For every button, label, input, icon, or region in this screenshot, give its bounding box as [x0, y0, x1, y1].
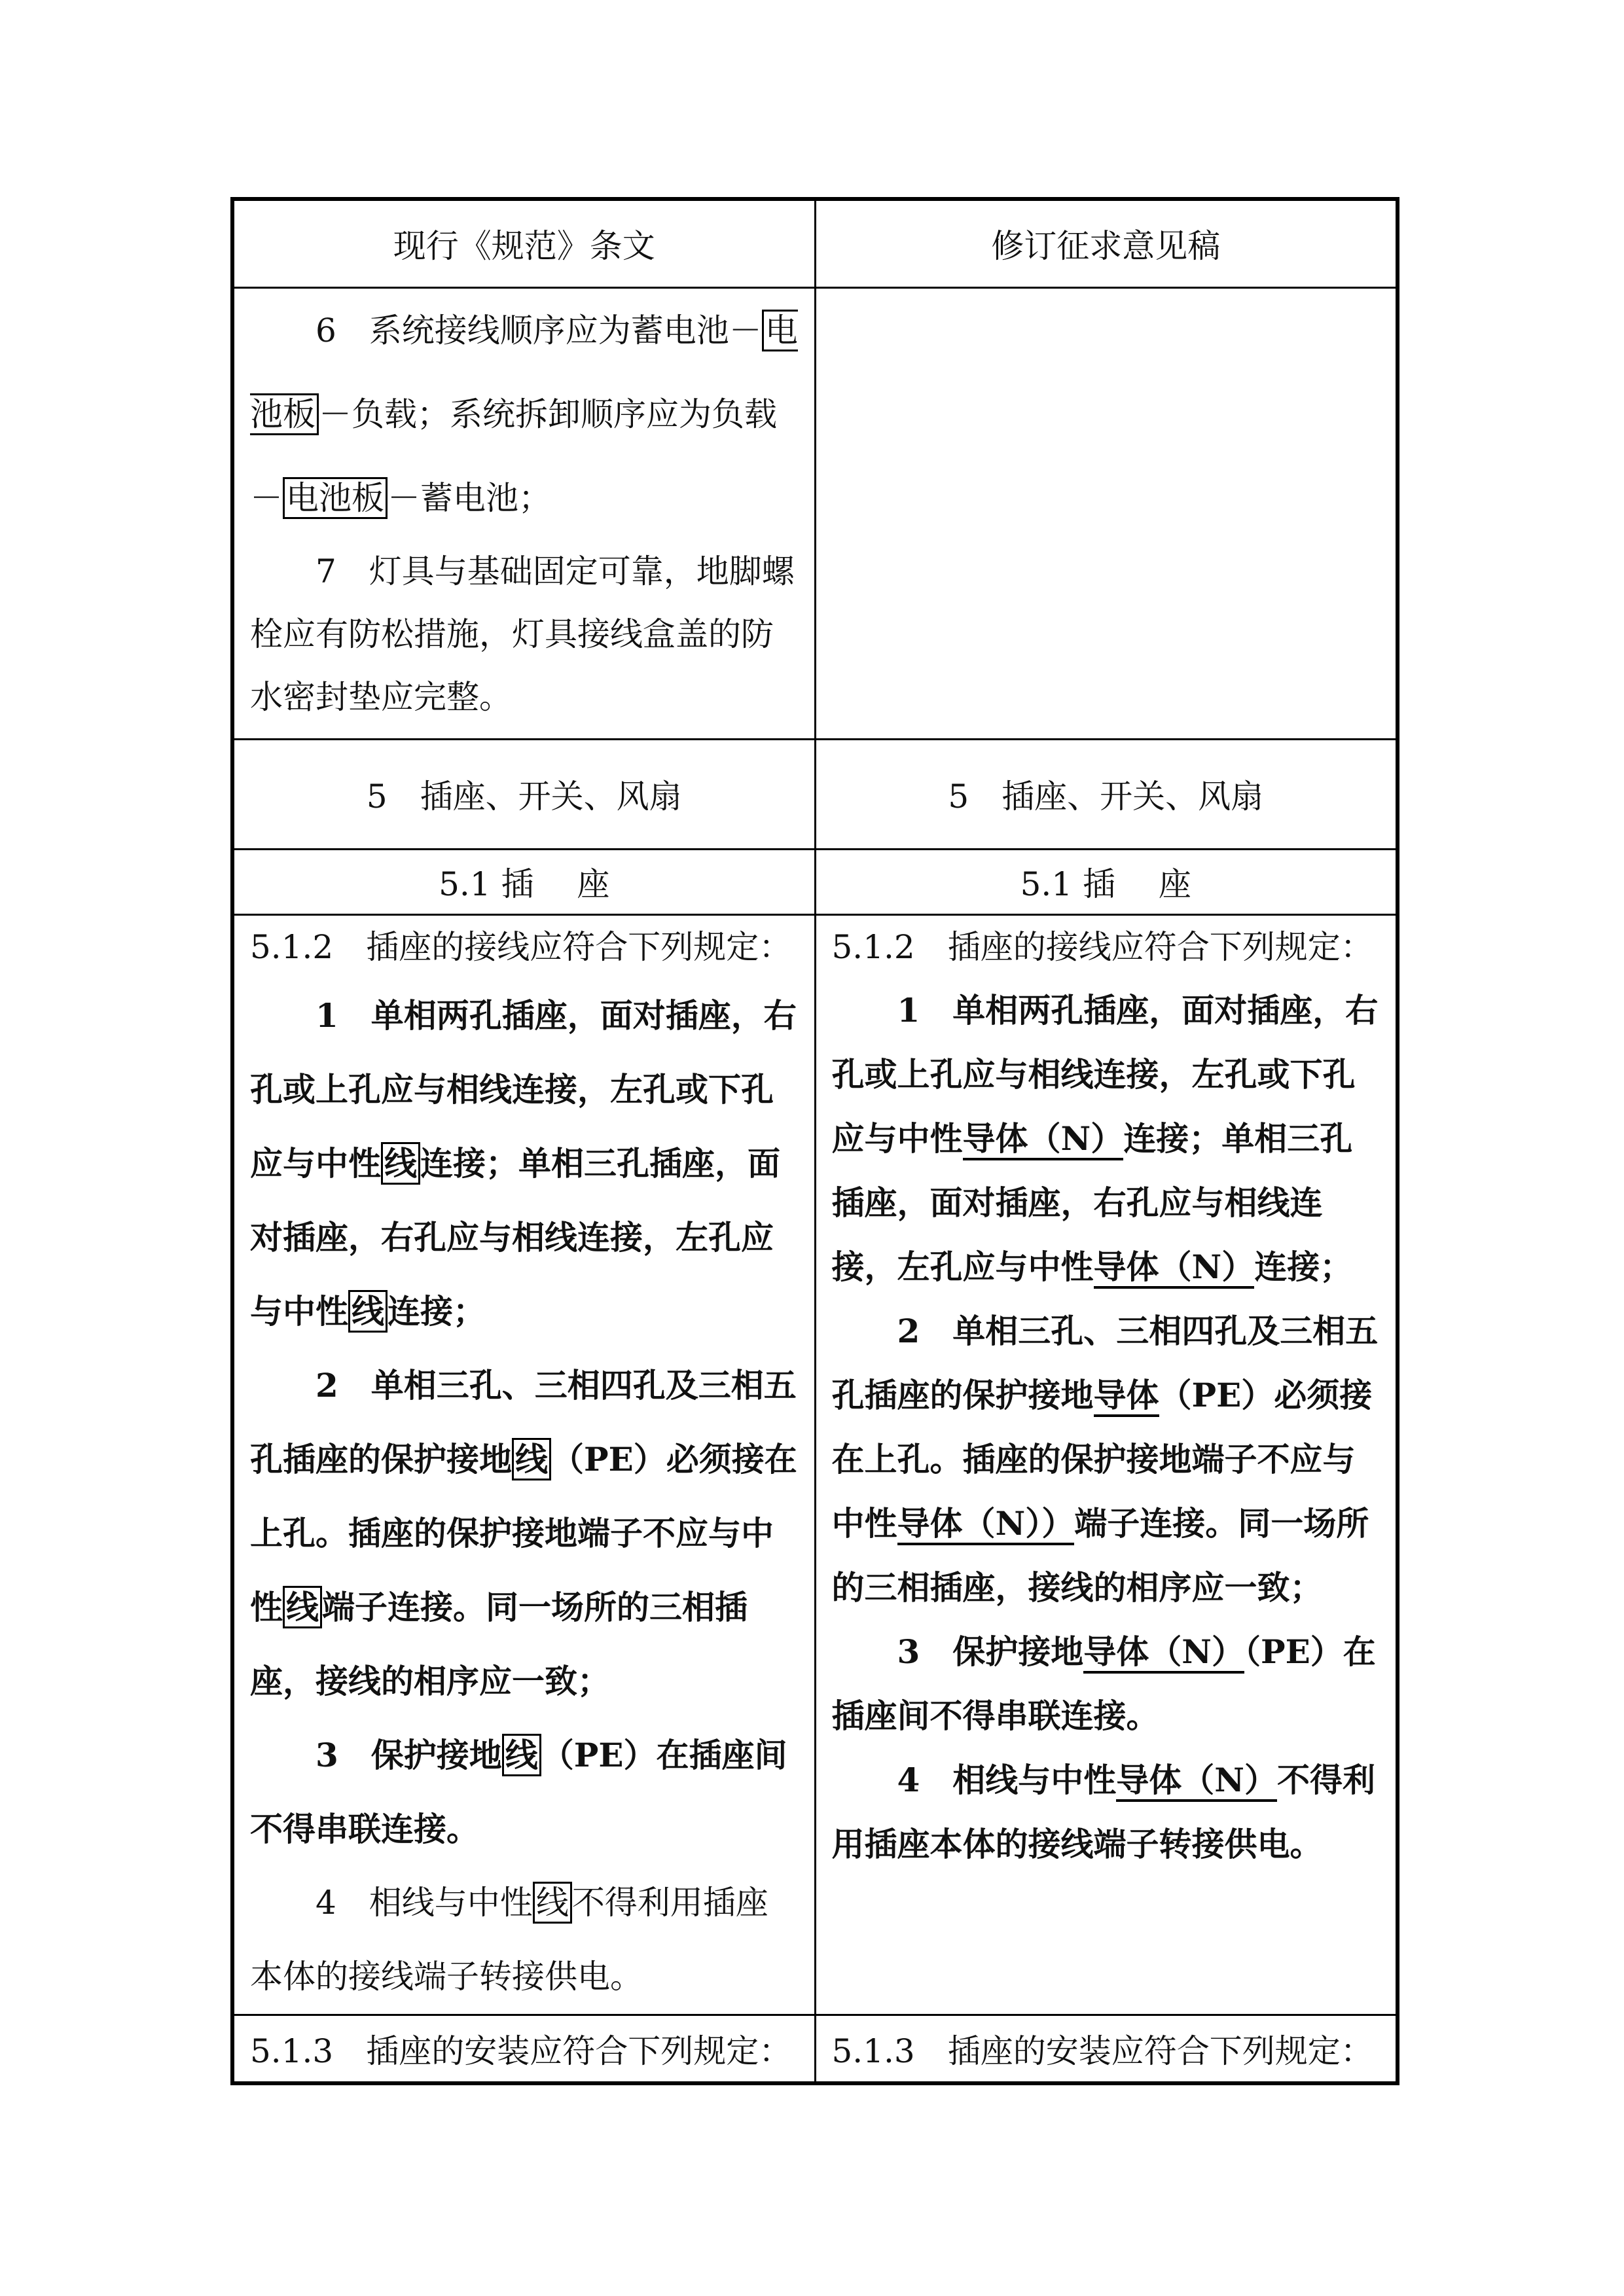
clause-5-1-3-left: 5.1.3 插座的安装应符合下列规定： — [232, 2015, 815, 2083]
underlined-term: 导体（N） — [963, 1119, 1124, 1160]
underlined-term: 导体 — [1094, 1376, 1159, 1417]
section-5-left: 5 插座、开关、风扇 — [232, 739, 815, 849]
clause-intro: 5.1.2 插座的接线应符合下列规定： — [250, 927, 792, 966]
underlined-term: 导体（N） — [1094, 1247, 1255, 1289]
clause-right — [815, 914, 1398, 2015]
item-7: 7 灯具与基础固定可靠，地脚螺栓应有防松措施，灯具接线盒盖的防水密封垫应完整。 — [250, 552, 795, 716]
boxed-term: 电池板 — [250, 310, 798, 435]
boxed-term: 线 — [502, 1734, 541, 1776]
section-5-right: 5 插座、开关、风扇 — [815, 739, 1398, 849]
clause-item-1: 1 单相两孔插座，面对插座，右孔或上孔应与相线连接，左孔或下孔应与中性 线 连接；单相三孔插座，面对插座，右孔应与相线连接，左孔应与中性 线 连接； — [250, 978, 799, 1348]
section-5-1-left: 5.1 插 座 — [232, 849, 815, 914]
clause-item-3: 3 保护接地导体（N）（PE）在插座间不得串联连接。 — [831, 1632, 1376, 1735]
boxed-term: 线 — [512, 1438, 551, 1480]
clause-5-1-3-row — [232, 2015, 1398, 2083]
boxed-term: 电池板 — [283, 477, 388, 519]
header-row — [232, 199, 1398, 287]
cell-right-empty — [815, 287, 1398, 739]
clause-intro: 5.1.2 插座的接线应符合下列规定： — [831, 927, 1373, 966]
item-6: 6 系统接线顺序应为蓄电池－ 电池板 －负载；系统拆卸顺序应为负载－ 电池板 －蓄电池； — [250, 289, 799, 540]
clause-item-1: 1 单相两孔插座，面对插座，右孔或上孔应与相线连接，左孔或下孔应与中性导体（N）连接；单相三孔插座，面对插座，右孔应与相线连接，左孔应与中性导体（N）连接； — [832, 978, 1380, 1299]
header-left: 现行《规范》条文 — [232, 199, 815, 287]
clause-item-2: 2 单相三孔、三相四孔及三相五孔插座的保护接地 线 （PE）必须接在上孔。插座的保护接地端子不应与中性 线 端子连接。同一场所的三相插座，接线的相序应一致； — [250, 1365, 797, 1700]
clause-5-1-2-row — [232, 914, 1398, 2015]
boxed-term: 线 — [533, 1882, 572, 1924]
section-5-1-row — [232, 849, 1398, 914]
clause-left — [232, 914, 815, 2015]
cell-left-solar — [232, 287, 815, 739]
underlined-term: 导体（N）） — [897, 1504, 1075, 1545]
section-5-1-right: 5.1 插 座 — [815, 849, 1398, 914]
clause-item-3: 3 保护接地 线 （PE）在插座间不得串联连接。 — [250, 1718, 799, 1866]
clause-item-2: 2 单相三孔、三相四孔及三相五孔插座的保护接地导体（PE）必须接在上孔。插座的保护接地端子不应与中性导体（N））端子连接。同一场所的三相插座，接线的相序应一致； — [831, 1311, 1379, 1607]
underlined-term: 导体（N） — [1116, 1761, 1277, 1802]
boxed-term: 线 — [283, 1586, 322, 1628]
boxed-term: 线 — [381, 1142, 420, 1185]
clause-item-4: 4 相线与中性 线 不得利用插座本体的接线端子转接供电。 — [250, 1866, 799, 2014]
boxed-term: 线 — [348, 1290, 388, 1333]
clause-item-4: 4 相线与中性导体（N）不得利用插座本体的接线端子转接供电。 — [831, 1760, 1375, 1863]
header-right: 修订征求意见稿 — [815, 199, 1398, 287]
section-5-row — [232, 739, 1398, 849]
clause-5-1-3-right: 5.1.3 插座的安装应符合下列规定： — [815, 2015, 1398, 2083]
comparison-table — [230, 197, 1399, 2085]
underlined-term: 导体（N） — [1083, 1632, 1244, 1674]
row-solar-items — [232, 287, 1398, 739]
